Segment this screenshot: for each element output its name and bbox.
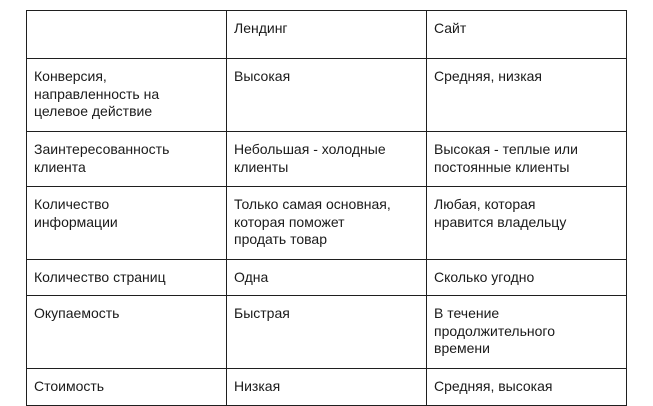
cell-landing-conversion: Высокая [227,59,427,132]
cell-landing-page-count: Одна [227,260,427,296]
table-row [27,296,627,369]
table-row [27,187,627,260]
row-label-cost: Стоимость [27,369,227,406]
row-label-payback: Окупаемость [27,296,227,369]
row-label-info-amount: Количество информации [27,187,227,260]
row-label-page-count: Количество страниц [27,260,227,296]
comparison-table [26,10,627,406]
header-cell-landing: Лендинг [227,11,427,59]
cell-landing-payback: Быстрая [227,296,427,369]
cell-site-payback: В течение продолжительного времени [427,296,627,369]
cell-site-cost: Средняя, высокая [427,369,627,406]
header-cell-site: Сайт [427,11,627,59]
table-row [27,132,627,187]
row-label-interest: Заинтересованность клиента [27,132,227,187]
cell-site-interest: Высокая - теплые или постоянные клиенты [427,132,627,187]
table-row [27,59,627,132]
table-header-row [27,11,627,59]
header-cell-empty [27,11,227,59]
row-label-conversion: Конверсия, направленность на целевое действие [27,59,227,132]
cell-site-conversion: Средняя, низкая [427,59,627,132]
cell-landing-interest: Небольшая - холодные клиенты [227,132,427,187]
cell-site-page-count: Сколько угодно [427,260,627,296]
cell-landing-cost: Низкая [227,369,427,406]
table-row [27,369,627,406]
cell-site-info-amount: Любая, которая нравится владельцу [427,187,627,260]
table-row [27,260,627,296]
cell-landing-info-amount: Только самая основная, которая поможет продать товар [227,187,427,260]
